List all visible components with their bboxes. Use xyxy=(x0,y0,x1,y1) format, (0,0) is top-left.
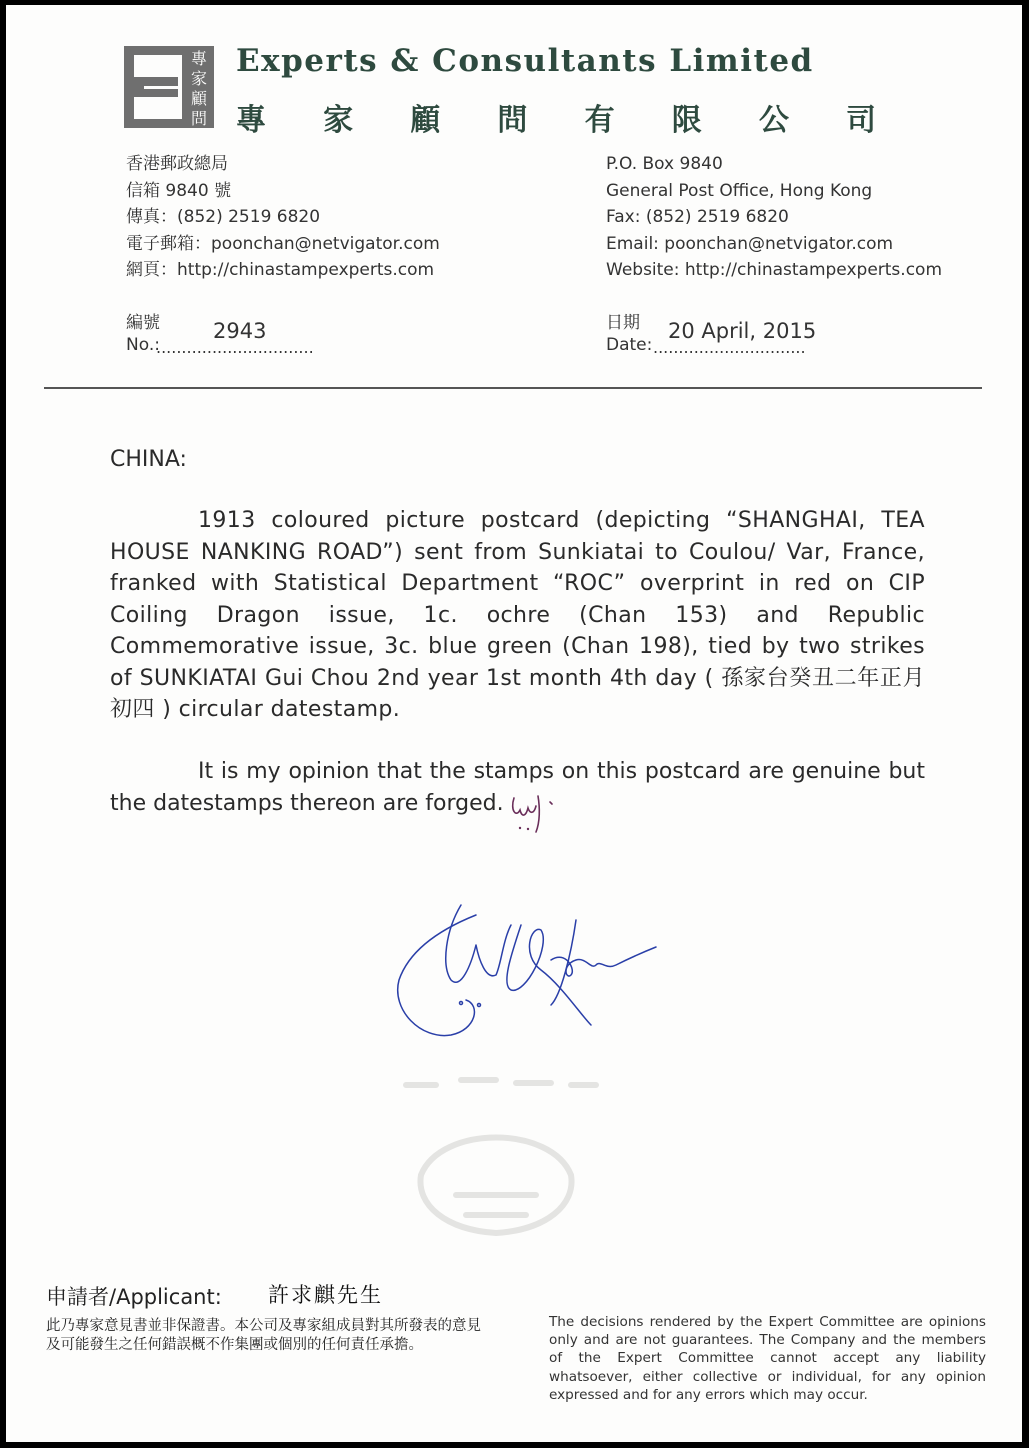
logo-char-4: 問 xyxy=(190,109,208,128)
header-divider xyxy=(44,387,982,389)
contact-en-line: Email: poonchan@netvigator.com xyxy=(606,233,894,254)
contact-english xyxy=(606,151,942,284)
company-zh-char: 家 xyxy=(323,103,354,138)
country-heading: CHINA: xyxy=(110,447,187,472)
logo-char-3: 顧 xyxy=(190,89,208,108)
company-name-chinese xyxy=(236,95,876,139)
number-label-en: No.: xyxy=(126,335,160,355)
number-label-zh: 編號 xyxy=(126,313,160,333)
company-zh-char: 有 xyxy=(584,103,615,138)
embossed-seal xyxy=(366,1055,626,1255)
opinion-statement: It is my opinion that the stamps on this postcard are genuine but the datestamps thereon are forged. xyxy=(110,759,925,816)
logo-char-2: 家 xyxy=(190,69,208,88)
company-zh-char: 限 xyxy=(671,103,702,138)
company-zh-char: 專 xyxy=(236,103,266,138)
contact-zh-line: 網頁：http://chinastampexperts.com xyxy=(126,260,435,280)
number-label xyxy=(126,312,160,356)
company-logo xyxy=(124,46,214,128)
contact-chinese xyxy=(126,151,440,284)
initials-mark xyxy=(506,788,566,838)
logo-char-1: 專 xyxy=(190,49,208,68)
contact-zh-line: 電子郵箱：poonchan@netvigator.com xyxy=(126,233,440,254)
company-zh-char: 問 xyxy=(497,103,528,138)
contact-zh-line: 香港郵政總局 xyxy=(126,154,228,174)
applicant-name: 許求麒先生 xyxy=(268,1283,383,1307)
date-label-zh: 日期 xyxy=(606,313,640,333)
disclaimer-english: The decisions rendered by the Expert Committee are opinions only and are not guarantees. The Company and the members of the Expert Committee cannot accept any liability whatsoever, either collective or individual, for any opinion expressed and for any errors which may occur. xyxy=(549,1314,986,1403)
contact-en-line: P.O. Box 9840 xyxy=(606,154,723,174)
number-dotted-line: ............................... xyxy=(156,338,314,357)
date-label-en: Date: xyxy=(606,335,653,355)
contact-zh-line: 傳真：(852) 2519 6820 xyxy=(126,207,321,227)
expert-signature xyxy=(391,885,671,1065)
certificate-number: 2943 xyxy=(213,319,267,343)
disclaimer-chinese: 此乃專家意見書並非保證書。本公司及專家組成員對其所發表的意見及可能發生之任何錯誤概不作集團或個別的任何責任承擔。 xyxy=(46,1318,481,1353)
contact-en-line: Website: http://chinastampexperts.com xyxy=(606,260,942,280)
contact-en-line: General Post Office, Hong Kong xyxy=(606,180,873,201)
company-zh-char: 顧 xyxy=(410,103,441,138)
date-label xyxy=(606,312,652,356)
contact-zh-line: 信箱 9840 號 xyxy=(126,180,232,201)
certificate-sheet xyxy=(6,5,1022,1442)
certificate-date: 20 April, 2015 xyxy=(668,319,817,343)
contact-en-line: Fax: (852) 2519 6820 xyxy=(606,207,789,227)
company-name-english: Experts & Consultants Limited xyxy=(236,43,814,79)
date-dotted-line: .............................. xyxy=(653,338,806,357)
company-zh-char: 司 xyxy=(845,103,876,138)
company-zh-char: 公 xyxy=(758,103,789,138)
opinion-description: 1913 coloured picture postcard (depicting “SHANGHAI, TEA HOUSE NANKING ROAD”) sent from Sunkiatai to Coulou/ Var, France, franked with Statistical Department “ROC” overprint in red on CIP Coiling Dragon issue, 1c. ochre (Chan 153) and Republic Commemorative issue, 3c. blue green (Chan 198), tied by two strikes of SUNKIATAI Gui Chou 2nd year 1st month 4th day ( 孫家台癸丑二年正月初四 ) circular datestamp. xyxy=(110,508,925,722)
applicant-label: 申請者/Applicant: xyxy=(46,1285,222,1309)
